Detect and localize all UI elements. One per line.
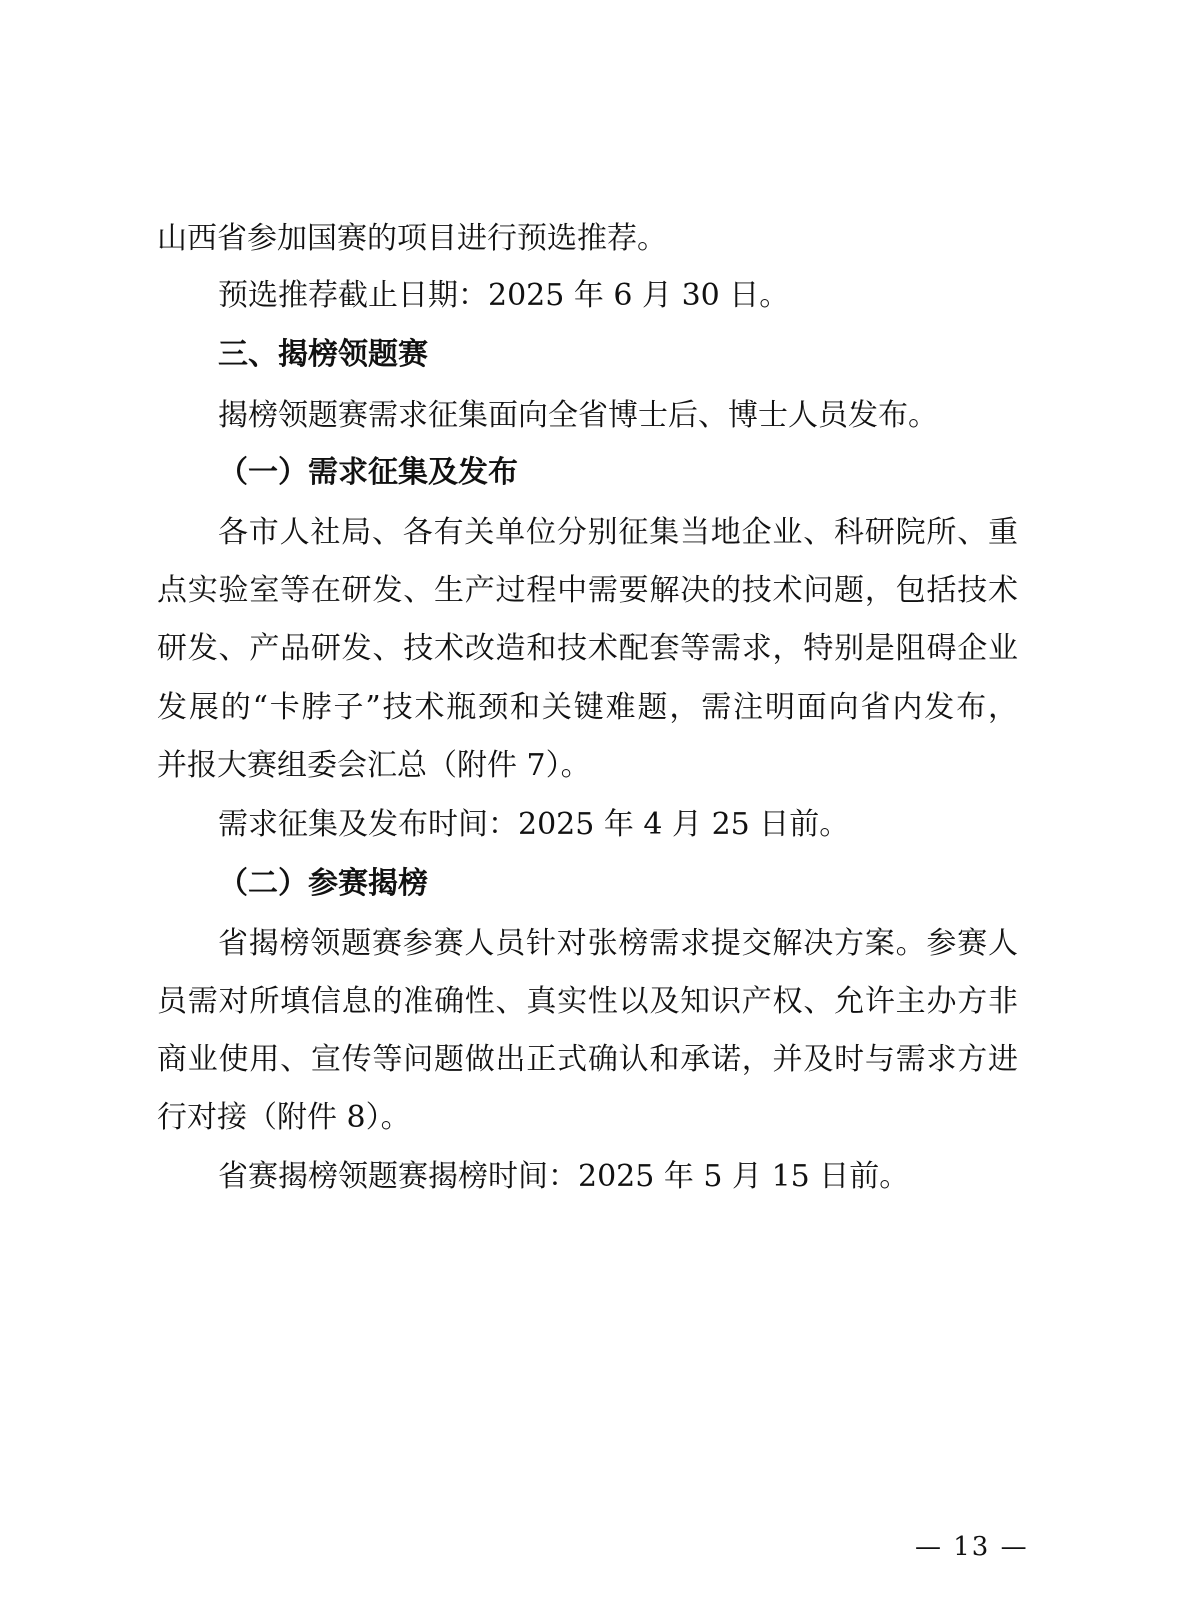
paragraph-deadline-preselection: 预选推荐截止日期：2025 年 6 月 30 日。: [218, 278, 790, 313]
page-number: — 13 —: [915, 1532, 1029, 1562]
paragraph-participation-line-4: 行对接（附件 8）。: [157, 1100, 411, 1135]
paragraph-deadline-challenge: 省赛揭榜领题赛揭榜时间：2025 年 5 月 15 日前。: [218, 1159, 910, 1194]
section-heading-three: 三、揭榜领题赛: [218, 337, 428, 372]
paragraph-participation-line-3: 商业使用、宣传等问题做出正式确认和承诺，并及时与需求方进: [157, 1042, 1018, 1077]
paragraph-demand-line-2: 点实验室等在研发、生产过程中需要解决的技术问题，包括技术: [157, 573, 1018, 608]
paragraph-line-continuation: 山西省参加国赛的项目进行预选推荐。: [157, 221, 667, 256]
subsection-heading-one: （一）需求征集及发布: [218, 455, 518, 490]
paragraph-challenge-intro: 揭榜领题赛需求征集面向全省博士后、博士人员发布。: [218, 398, 938, 433]
paragraph-demand-line-1: 各市人社局、各有关单位分别征集当地企业、科研院所、重: [218, 515, 1018, 550]
paragraph-participation-line-1: 省揭榜领题赛参赛人员针对张榜需求提交解决方案。参赛人: [218, 926, 1018, 961]
paragraph-participation-line-2: 员需对所填信息的准确性、真实性以及知识产权、允许主办方非: [157, 984, 1018, 1019]
paragraph-demand-line-5: 并报大赛组委会汇总（附件 7）。: [157, 748, 591, 783]
paragraph-deadline-demand: 需求征集及发布时间：2025 年 4 月 25 日前。: [218, 807, 850, 842]
subsection-heading-two: （二）参赛揭榜: [218, 866, 428, 901]
paragraph-demand-line-3: 研发、产品研发、技术改造和技术配套等需求，特别是阻碍企业: [157, 631, 1018, 666]
paragraph-demand-line-4: 发展的“卡脖子”技术瓶颈和关键难题，需注明面向省内发布，: [157, 690, 1018, 725]
